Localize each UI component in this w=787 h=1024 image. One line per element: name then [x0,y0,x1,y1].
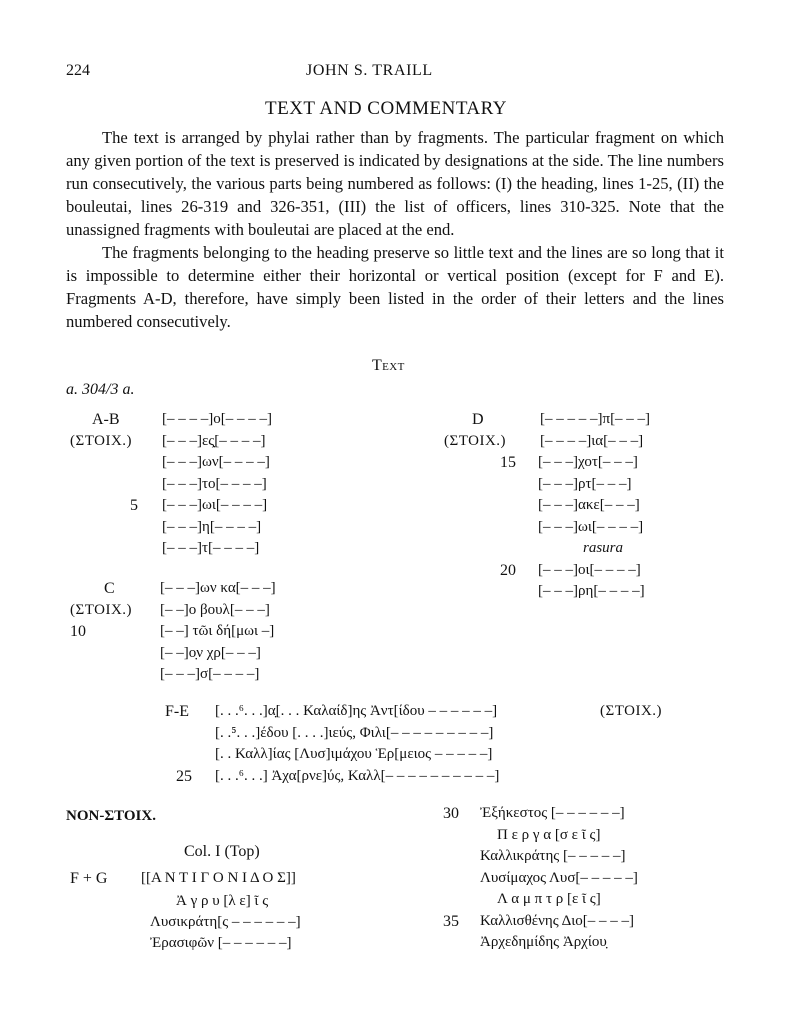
inscription-line: [. . .⁶. . .]α̣[. . . Καλαίδ]ης Ἀντ[ίδου – – – – – –] [215,703,498,719]
inscription-line: [– – –]οι[– – – –] [538,561,641,578]
fragment-label-ab: A-B [92,411,120,428]
inscription-line: [– – – –]ια[– – –] [540,432,644,449]
inscription-line: Λ α μ π τ ρ [ε ῖ ς] [497,891,601,907]
page-number: 224 [66,62,90,79]
inscription-line: [– – –]ων[– – – –] [162,454,270,470]
inscription-line: [– – –]σ[– – – –] [160,666,260,682]
fragment-label-d: D [472,411,484,428]
inscription-line: Λυσίμαχος Λυσ[– – – – –] [480,869,638,886]
inscription-line: [– –]ο βουλ[– – –] [160,601,270,618]
line-number: 25 [176,767,192,785]
fg-line: [[Α Ν Τ Ι Γ Ο Ν Ι Δ Ο Σ]] [141,870,296,886]
inscription-line: [– – –]ωι[– – – –] [538,518,644,535]
line-number: 35 [443,912,459,930]
inscription-line: [– –]ο̣ν χρ[– – –] [160,644,261,661]
inscription-line: [– – –]ακε[– – –] [538,497,640,513]
inscription-line: [– –] τῶι δή[μωι –] [160,623,275,639]
fg-line: Ἐρασιφῶν [– – – – – –] [150,935,292,951]
stoich-label-d: (ΣΤΟΙΧ.) [444,433,507,449]
intro-text [66,126,724,333]
fragment-label-c: C [104,580,115,597]
inscription-line: [– – –]η[– – – –] [162,518,262,535]
text-heading: Text [372,357,405,374]
inscription-line: Ἀρχεδημίδης Ἀρχίου̣ [480,934,607,950]
date-line: a. 304/3 a. [66,381,135,398]
inscription-line: [– – – – –]π[– – –] [540,411,651,427]
inscription-line: [. .⁵. . .]έδου [. . . .]ιεύς, Φιλι[– – – – – – – – –] [215,724,494,741]
line-number: 20 [500,561,516,579]
inscription-line: [– – –]ρτ[– – –] [538,475,632,492]
fg-line: Ἀ γ ρ υ [λ ε] ῖ ς [176,893,269,909]
fg-line: Λυσικράτη[ς – – – – – –] [150,914,301,930]
fragment-label-fe: F-E [165,703,189,720]
inscription-line: [– – –]ων κα[– – –] [160,580,276,596]
rasura-note: rasura [583,540,624,556]
running-title: JOHN S. TRAILL [306,62,433,79]
line-number: 15 [500,454,516,471]
line-number: 10 [70,623,86,640]
line-number: 5 [130,497,138,514]
inscription-line: Π ε ρ γ α [σ ε ῖ ς] [497,826,601,843]
inscription-line: [– – –]το[– – – –] [162,475,267,492]
inscription-line: [– – –]ωι[– – – –] [162,497,268,513]
inscription-line: Καλλισθένης Διο[– – – –] [480,912,635,929]
stoich-label-c: (ΣΤΟΙΧ.) [70,602,133,618]
inscription-line: Ἐξήκεστος [– – – – – –] [480,805,625,821]
line-number: 30 [443,805,459,822]
stoich-label-fe: (ΣΤΟΙΧ.) [600,703,663,719]
inscription-line: [– – –]ρη[– – – –] [538,583,645,599]
intro-paragraph-1: The text is arranged by phylai rather than by fragments. The particular fragment on which any given portion of the text is preserved is indicated by designations at the side. The line numbers run consecutively, the various parts being numbered as follows: (I) the heading, lines 1-25, (II) the bouleutai, lines 26-319 and 326-351, (III) the list of officers, lines 310-325. Note that the unassigned fragments with bouleutai are placed at the end. [66,128,724,239]
stoich-label-ab: (ΣΤΟΙΧ.) [70,433,133,449]
intro-paragraph-2: The fragments belonging to the heading preserve so little text and the lines are so long that it is impossible to determine either their horizontal or vertical position (except for F and E). Fragments A-D, therefore, have simply been listed in the order of their letters and the lines numbered consecutively. [66,243,724,331]
non-stoich-label: NON-ΣΤΟΙΧ. [66,808,156,824]
inscription-line: [. . .⁶. . .] Ἀχα[ρνε]ύς, Καλλ[– – – – – – – – – –] [215,767,500,784]
section-title: TEXT AND COMMENTARY [265,98,507,119]
inscription-line: Καλλικράτης [– – – – –] [480,848,626,864]
inscription-line: [. . Καλλ]ίας [Λυσ]ιμάχου Ἑρ[μειος – – – – –] [215,746,493,762]
fragment-label-fg: F + G [70,870,108,887]
inscription-line: [– – – –]ο[– – – –] [162,411,272,427]
inscription-line: [– – –]τ[– – – –] [162,540,260,556]
column-heading: Col. I (Top) [184,843,260,860]
inscription-line: [– – –]ες̣[– – – –] [162,432,266,449]
inscription-line: [– – –]χοτ[– – –] [538,454,638,470]
